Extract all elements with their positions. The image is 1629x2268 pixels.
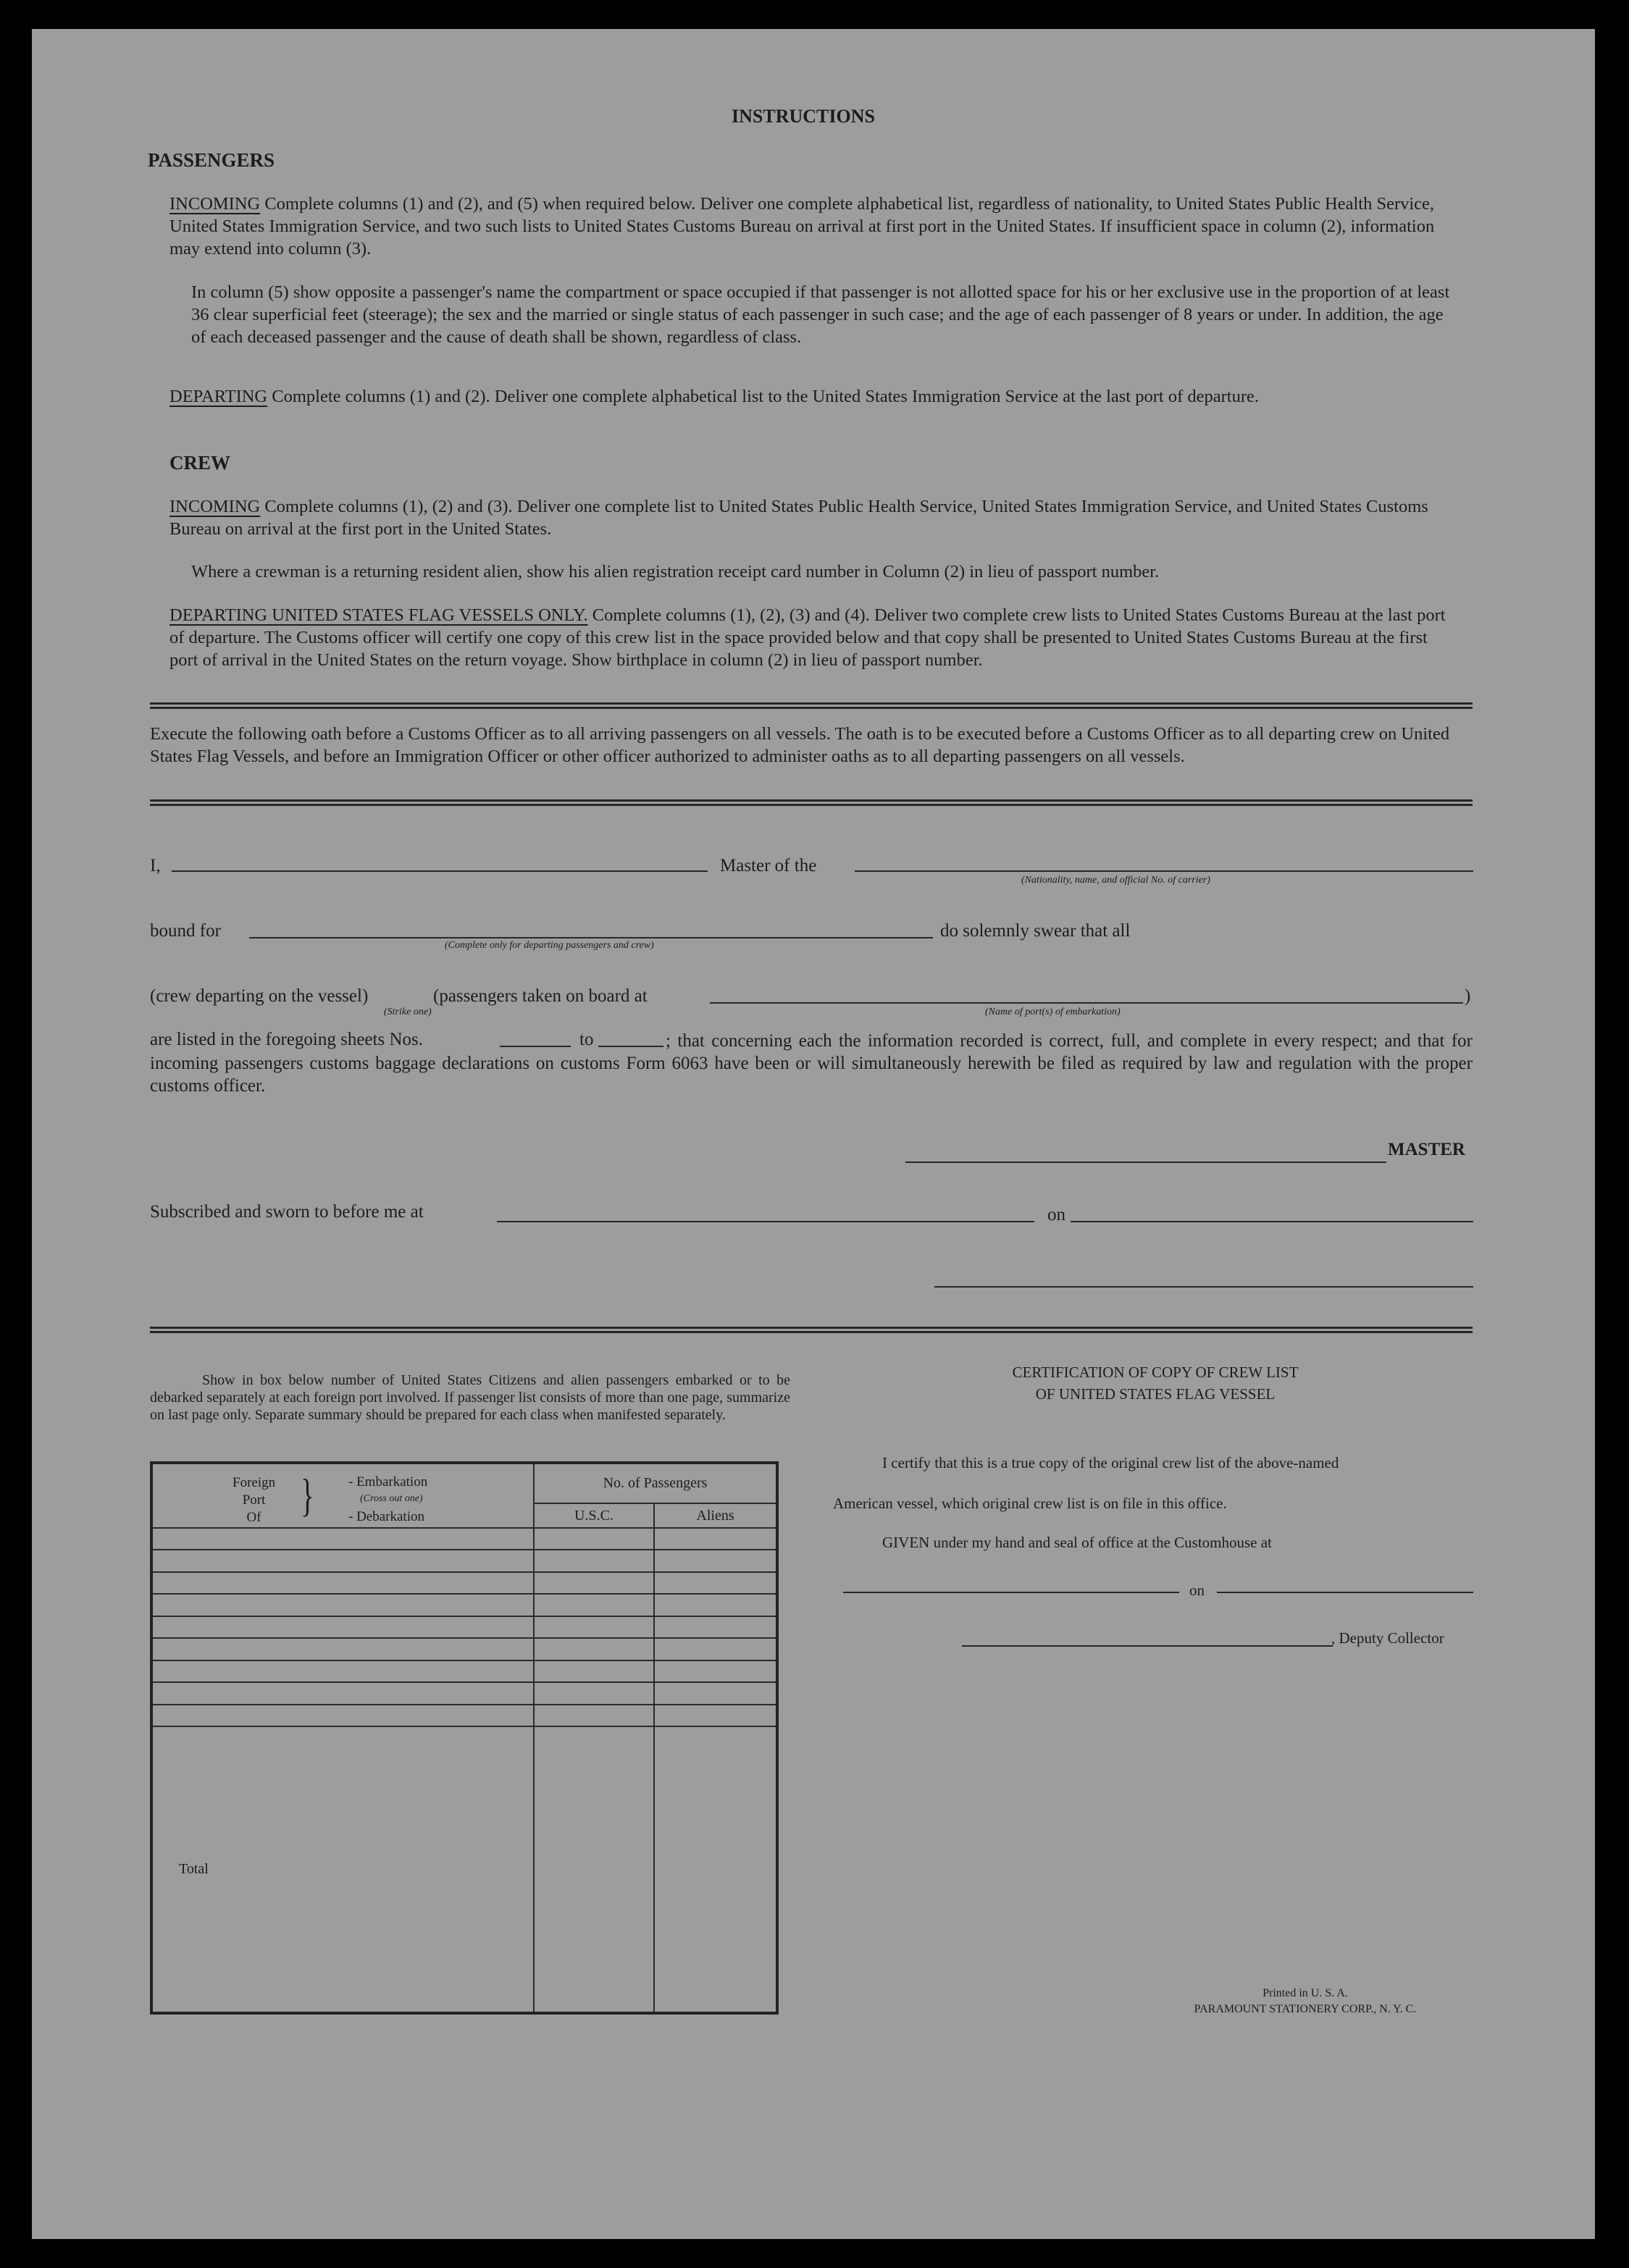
usc-cell[interactable] [534,1572,654,1594]
usc-cell[interactable] [534,1682,654,1704]
certification-title-line-2: OF UNITED STATES FLAG VESSEL [1035,1385,1276,1403]
printer-imprint [1157,1986,1454,2017]
oath-i-label: I, [150,856,161,875]
passengers-incoming-instructions [169,193,1453,260]
usc-cell[interactable] [534,1528,654,1550]
usc-header: U.S.C. [534,1503,654,1528]
page-title: INSTRUCTIONS [732,106,875,127]
aliens-cell[interactable] [654,1594,777,1616]
embarkation-option[interactable]: - Embarkation [348,1474,428,1490]
passenger-summary-table [150,1461,779,2015]
departing-text: Complete columns (1) and (2). Deliver one complete alphabetical list to the United States Immigration Service at the last port of departure. [272,387,1259,406]
carrier-field[interactable] [855,870,1473,872]
port-cell[interactable] [151,1528,534,1550]
cert-on-label: on [1189,1582,1205,1599]
certification-line-1: I certify that this is a true copy of the original crew list of the above-named [882,1454,1339,1471]
bound-for-label: bound for [150,921,221,941]
crew-departing-option[interactable]: (crew departing on the vessel) [150,986,369,1006]
officer-signature-field[interactable] [934,1286,1473,1288]
port-cell[interactable] [151,1616,534,1638]
aliens-total-cell[interactable] [654,1726,777,2013]
of-word: Of [246,1510,261,1525]
aliens-cell[interactable] [654,1638,777,1660]
port-cell[interactable] [151,1682,534,1704]
crew-departing-instructions [169,604,1453,671]
passengers-heading: PASSENGERS [148,149,275,171]
usc-cell[interactable] [534,1616,654,1638]
usc-total-cell[interactable] [534,1726,654,2013]
section-divider [150,1327,1473,1333]
crew-incoming-label: INCOMING [169,497,261,516]
usc-cell[interactable] [534,1550,654,1571]
strike-one-caption: (Strike one) [384,1007,432,1017]
port-cell[interactable] [151,1594,534,1616]
ports-field[interactable] [710,1002,1463,1004]
aliens-cell[interactable] [654,1616,777,1638]
oath-intro: Execute the following oath before a Customs Officer as to all arriving passengers on all vessels. The oath is to be executed before a Customs Officer as to all departing crew on United States Flag Vessels, and before an Immigration Officer or other officer authorized to administer oaths as to all departing passengers on all vessels. [150,724,1450,766]
port-cell[interactable] [151,1550,534,1571]
aliens-cell[interactable] [654,1705,777,1726]
no-passengers-header: No. of Passengers [534,1463,777,1503]
foreign-label: Foreign [233,1475,276,1490]
crew-incoming-instructions [169,495,1453,540]
usc-cell[interactable] [534,1594,654,1616]
passengers-column5-instructions: In column (5) show opposite a passenger's name the compartment or space occupied if that passenger is not allotted space for his or her exclusive use in the proportion of at least 36 clear superficial feet (steerage); the sex and the married or single status of each passenger in such case; and the age of each passenger of 8 years or under. In addition, the age of each deceased passenger and the cause of death shall be shown, regardless of class. [191,282,1450,347]
aliens-cell[interactable] [654,1660,777,1682]
master-signature-field[interactable] [905,1162,1386,1163]
aliens-header: Aliens [654,1503,777,1528]
crew-departing-label: DEPARTING UNITED STATES FLAG VESSELS ONLY. [169,605,588,625]
cert-date-field[interactable] [1217,1592,1473,1593]
port-cell[interactable] [151,1705,534,1726]
listed-text-1: are listed in the foregoing sheets Nos. [150,1030,423,1049]
bound-for-field[interactable] [249,937,933,938]
ports-caption: (Name of port(s) of embarkation) [985,1007,1121,1017]
section-divider [150,799,1473,806]
total-label: Total [151,1726,534,2013]
to-label: to [579,1030,594,1049]
bound-for-caption: (Complete only for departing passengers and crew) [445,940,654,951]
port-word: Port [242,1492,266,1508]
crew-departing-text: Complete columns (1), (2), (3) and (4). Deliver two complete crew lists to United States Customs Bureau at the last port of departure. The Customs officer will certify one copy of this crew list in the space provided below and that copy shall be presented to United States Customs Bureau at the first port of arrival in the United States on the return voyage. Show birthplace in column (2) in lieu of passport number. [169,605,1446,670]
section-divider [150,702,1473,709]
crew-incoming-text: Complete columns (1), (2) and (3). Deliver one complete list to United States Public Health Service, United States Immigration Service, and United States Customs Bureau on arrival at the first port in the United States. [169,497,1428,539]
crew-alien-instructions: Where a crewman is a returning resident alien, show his alien registration receipt card number in Column (2) in lieu of passport number. [191,562,1160,581]
port-label [233,1474,275,1526]
close-paren: ) [1465,986,1471,1006]
departing-label: DEPARTING [169,387,268,406]
passengers-taken-option[interactable]: (passengers taken on board at [433,986,648,1006]
certification-title [833,1361,1478,1405]
listed-text-2: ; that concerning each the information recorded is correct, full, and complete in every respect; and that for incoming passengers customs baggage declarations on customs Form 6063 have been or will simultaneously herewith be filed as required by law and regulation with the proper customs officer. [150,1031,1473,1096]
usc-cell[interactable] [534,1638,654,1660]
aliens-cell[interactable] [654,1572,777,1594]
subscribed-text: Subscribed and sworn to before me at [150,1202,424,1222]
debarkation-option[interactable]: - Debarkation [348,1509,424,1524]
sworn-date-field[interactable] [1071,1221,1473,1222]
on-label: on [1047,1205,1065,1225]
aliens-cell[interactable] [654,1550,777,1571]
aliens-cell[interactable] [654,1682,777,1704]
master-label: MASTER [1388,1140,1465,1159]
master-name-field[interactable] [172,870,708,872]
usc-cell[interactable] [534,1660,654,1682]
cross-out-caption: (Cross out one) [360,1493,423,1504]
incoming-text: Complete columns (1) and (2), and (5) when required below. Deliver one complete alphabetical list, regardless of nationality, to United States Public Health Service, United States Immigration Service, and two such lists to United States Customs Bureau on arrival at first port in the United States. If insufficient space in column (2), information may extend into column (3). [169,194,1435,259]
swear-text: do solemnly swear that all [940,921,1131,941]
deputy-collector-label: , Deputy Collector [1331,1629,1444,1647]
port-cell[interactable] [151,1638,534,1660]
certification-title-line-1: CERTIFICATION OF COPY OF CREW LIST [1012,1364,1299,1381]
incoming-label: INCOMING [169,194,261,214]
port-cell[interactable] [151,1572,534,1594]
brace-glyph: } [301,1469,314,1521]
aliens-cell[interactable] [654,1528,777,1550]
usc-cell[interactable] [534,1705,654,1726]
printer-line-1: Printed in U. S. A. [1262,1987,1348,1999]
port-cell[interactable] [151,1660,534,1682]
certification-line-2: American vessel, which original crew list is on file in this office. [833,1495,1227,1512]
carrier-caption: (Nationality, name, and official No. of carrier) [1021,875,1210,886]
sworn-place-field[interactable] [497,1221,1034,1222]
printer-line-2: PARAMOUNT STATIONERY CORP., N. Y. C. [1194,2003,1417,2015]
summary-note: Show in box below number of United States Citizens and alien passengers embarked or to be debarked separately at each foreign port involved. If passenger list consists of more than one page, summarize on last page only. Separate summary should be prepared for each class when manifested separately. [150,1372,790,1423]
certification-line-3: GIVEN under my hand and seal of office at the Customhouse at [882,1534,1272,1551]
port-header-cell [151,1463,534,1528]
crew-heading: CREW [169,452,231,474]
customhouse-field[interactable] [843,1592,1179,1593]
passengers-departing-instructions [169,385,1453,408]
master-of-the-label: Master of the [720,856,817,875]
deputy-signature-field[interactable] [962,1645,1333,1647]
